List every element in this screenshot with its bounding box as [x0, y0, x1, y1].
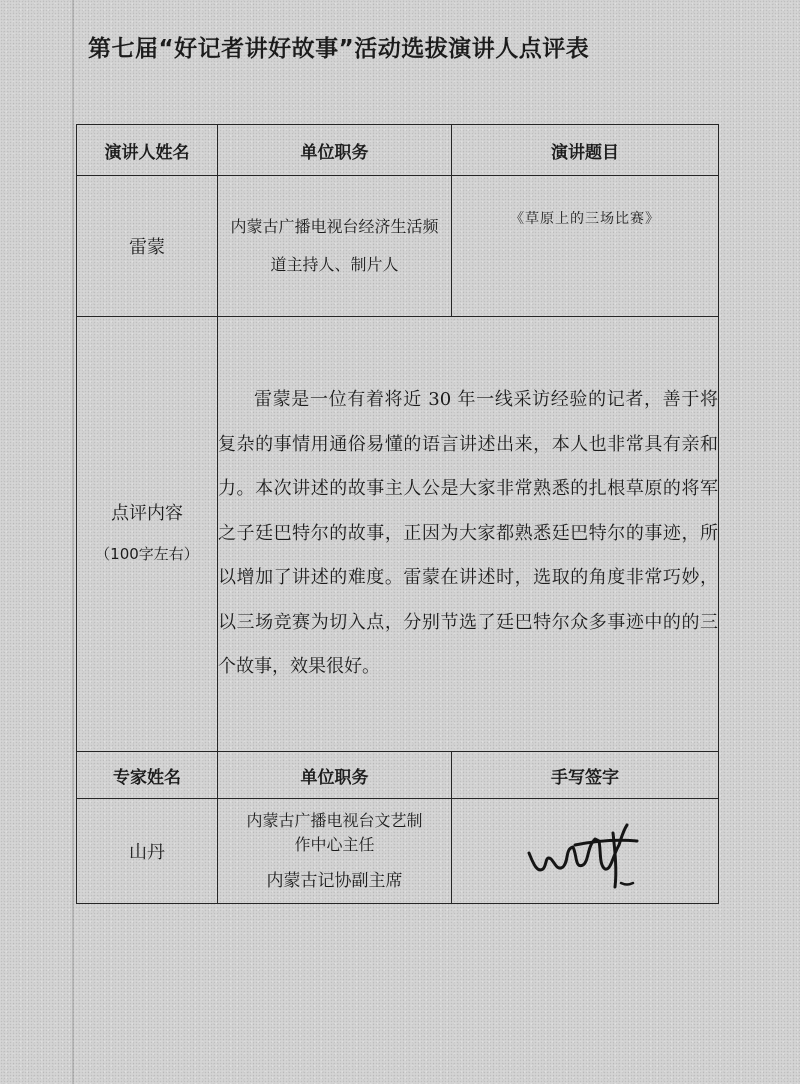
handwritten-signature — [515, 811, 655, 891]
speaker-unit-cell — [218, 176, 452, 317]
page-scan-edge — [72, 0, 74, 1084]
form-title: 第七届“好记者讲好故事”活动选拔演讲人点评表 — [88, 36, 590, 62]
speaker-row — [77, 176, 719, 317]
expert-header-row — [77, 752, 719, 799]
expert-unit-line-2: 作中心主任 — [294, 835, 375, 854]
comment-label-cell — [77, 317, 218, 752]
speaker-header-row — [77, 125, 719, 176]
header-speech-topic: 演讲题目 — [452, 125, 719, 176]
header-speaker-name: 演讲人姓名 — [77, 125, 218, 176]
header-unit-position: 单位职务 — [218, 125, 452, 176]
speech-topic: 《草原上的三场比赛》 — [510, 211, 660, 227]
comment-text: 雷蒙是一位有着将近 30 年一线采访经验的记者，善于将复杂的事情用通俗易懂的语言讲述出来，本人也非常具有亲和力。本次讲述的故事主人公是大家非常熟悉的扎根草原的将军之子廷巴特尔的故事，正因为大家都熟悉廷巴特尔的事迹，所以增加了讲述的难度。雷蒙在讲述时，选取的角度非常巧妙，以三场竞赛为切入点，分别节选了廷巴特尔众多事迹中的的三个故事，效果很好。 — [218, 389, 718, 678]
expert-name: 山丹 — [129, 842, 165, 863]
speaker-name: 雷蒙 — [129, 237, 165, 258]
signature-cell — [452, 799, 719, 904]
evaluation-form-table — [76, 124, 719, 904]
expert-unit-line-1: 内蒙古广播电视台文艺制 — [246, 811, 423, 830]
speaker-name-cell — [77, 176, 218, 317]
expert-unit-line-3: 内蒙古记协副主席 — [266, 871, 403, 891]
comment-row — [77, 317, 719, 752]
header-expert-unit: 单位职务 — [218, 752, 452, 799]
expert-unit-cell — [218, 799, 452, 904]
expert-row — [77, 799, 719, 904]
speaker-unit-line-2: 道主持人、制片人 — [270, 255, 399, 274]
header-expert-name: 专家姓名 — [77, 752, 218, 799]
header-signature: 手写签字 — [452, 752, 719, 799]
expert-name-cell — [77, 799, 218, 904]
speaker-unit-line-1: 内蒙古广播电视台经济生活频 — [230, 217, 439, 236]
comment-label: 点评内容 — [111, 503, 183, 524]
comment-body-cell — [218, 317, 719, 752]
comment-word-limit: （100字左右） — [95, 545, 199, 563]
speaker-topic-cell — [452, 176, 719, 317]
